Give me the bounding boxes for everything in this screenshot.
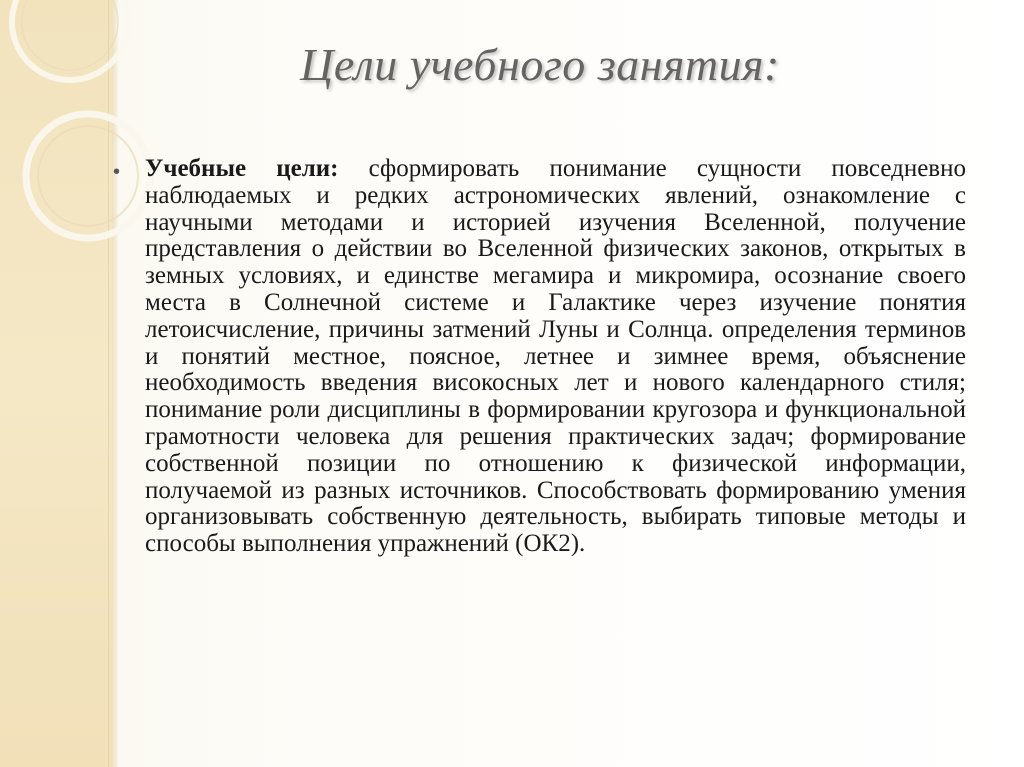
slide-title: Цели учебного занятия:: [300, 39, 780, 90]
body-text: сформировать понимание сущности повседневно наблюдаемых и редких астрономических явлений, ознакомление с научными методами и историей изучения Вселенной, получение представления о действии во Вселенной физических законов, открытых в земных условиях, и единстве мегамира и микромира, осознание своего места в Солнечной системе и Галактике через изучение понятия летоисчисление, причины затмений Луны и Солнца. определения терминов и понятий местное, поясное, летнее и зимнее время, объяснение необходимость введения високосных лет и нового календарного стиля; понимание роли дисциплины в формировании кругозора и функциональной грамотности человека для решения практических задач; формирование собственной позиции по отношению к физической информации, получаемой из разных источников. Способствовать формированию умения организовывать собственную деятельность, выбирать типовые методы и способы выполнения упражнений (ОК2).: [145, 155, 966, 558]
lead-label: Учебные цели:: [145, 155, 339, 182]
ring-large: [26, 114, 150, 238]
ring-top-inner: [22, 0, 118, 70]
body-paragraph: [145, 156, 966, 558]
ring-large-inner: [38, 126, 138, 226]
bullet-marker: •: [113, 161, 121, 183]
ring-top: [12, 0, 128, 80]
